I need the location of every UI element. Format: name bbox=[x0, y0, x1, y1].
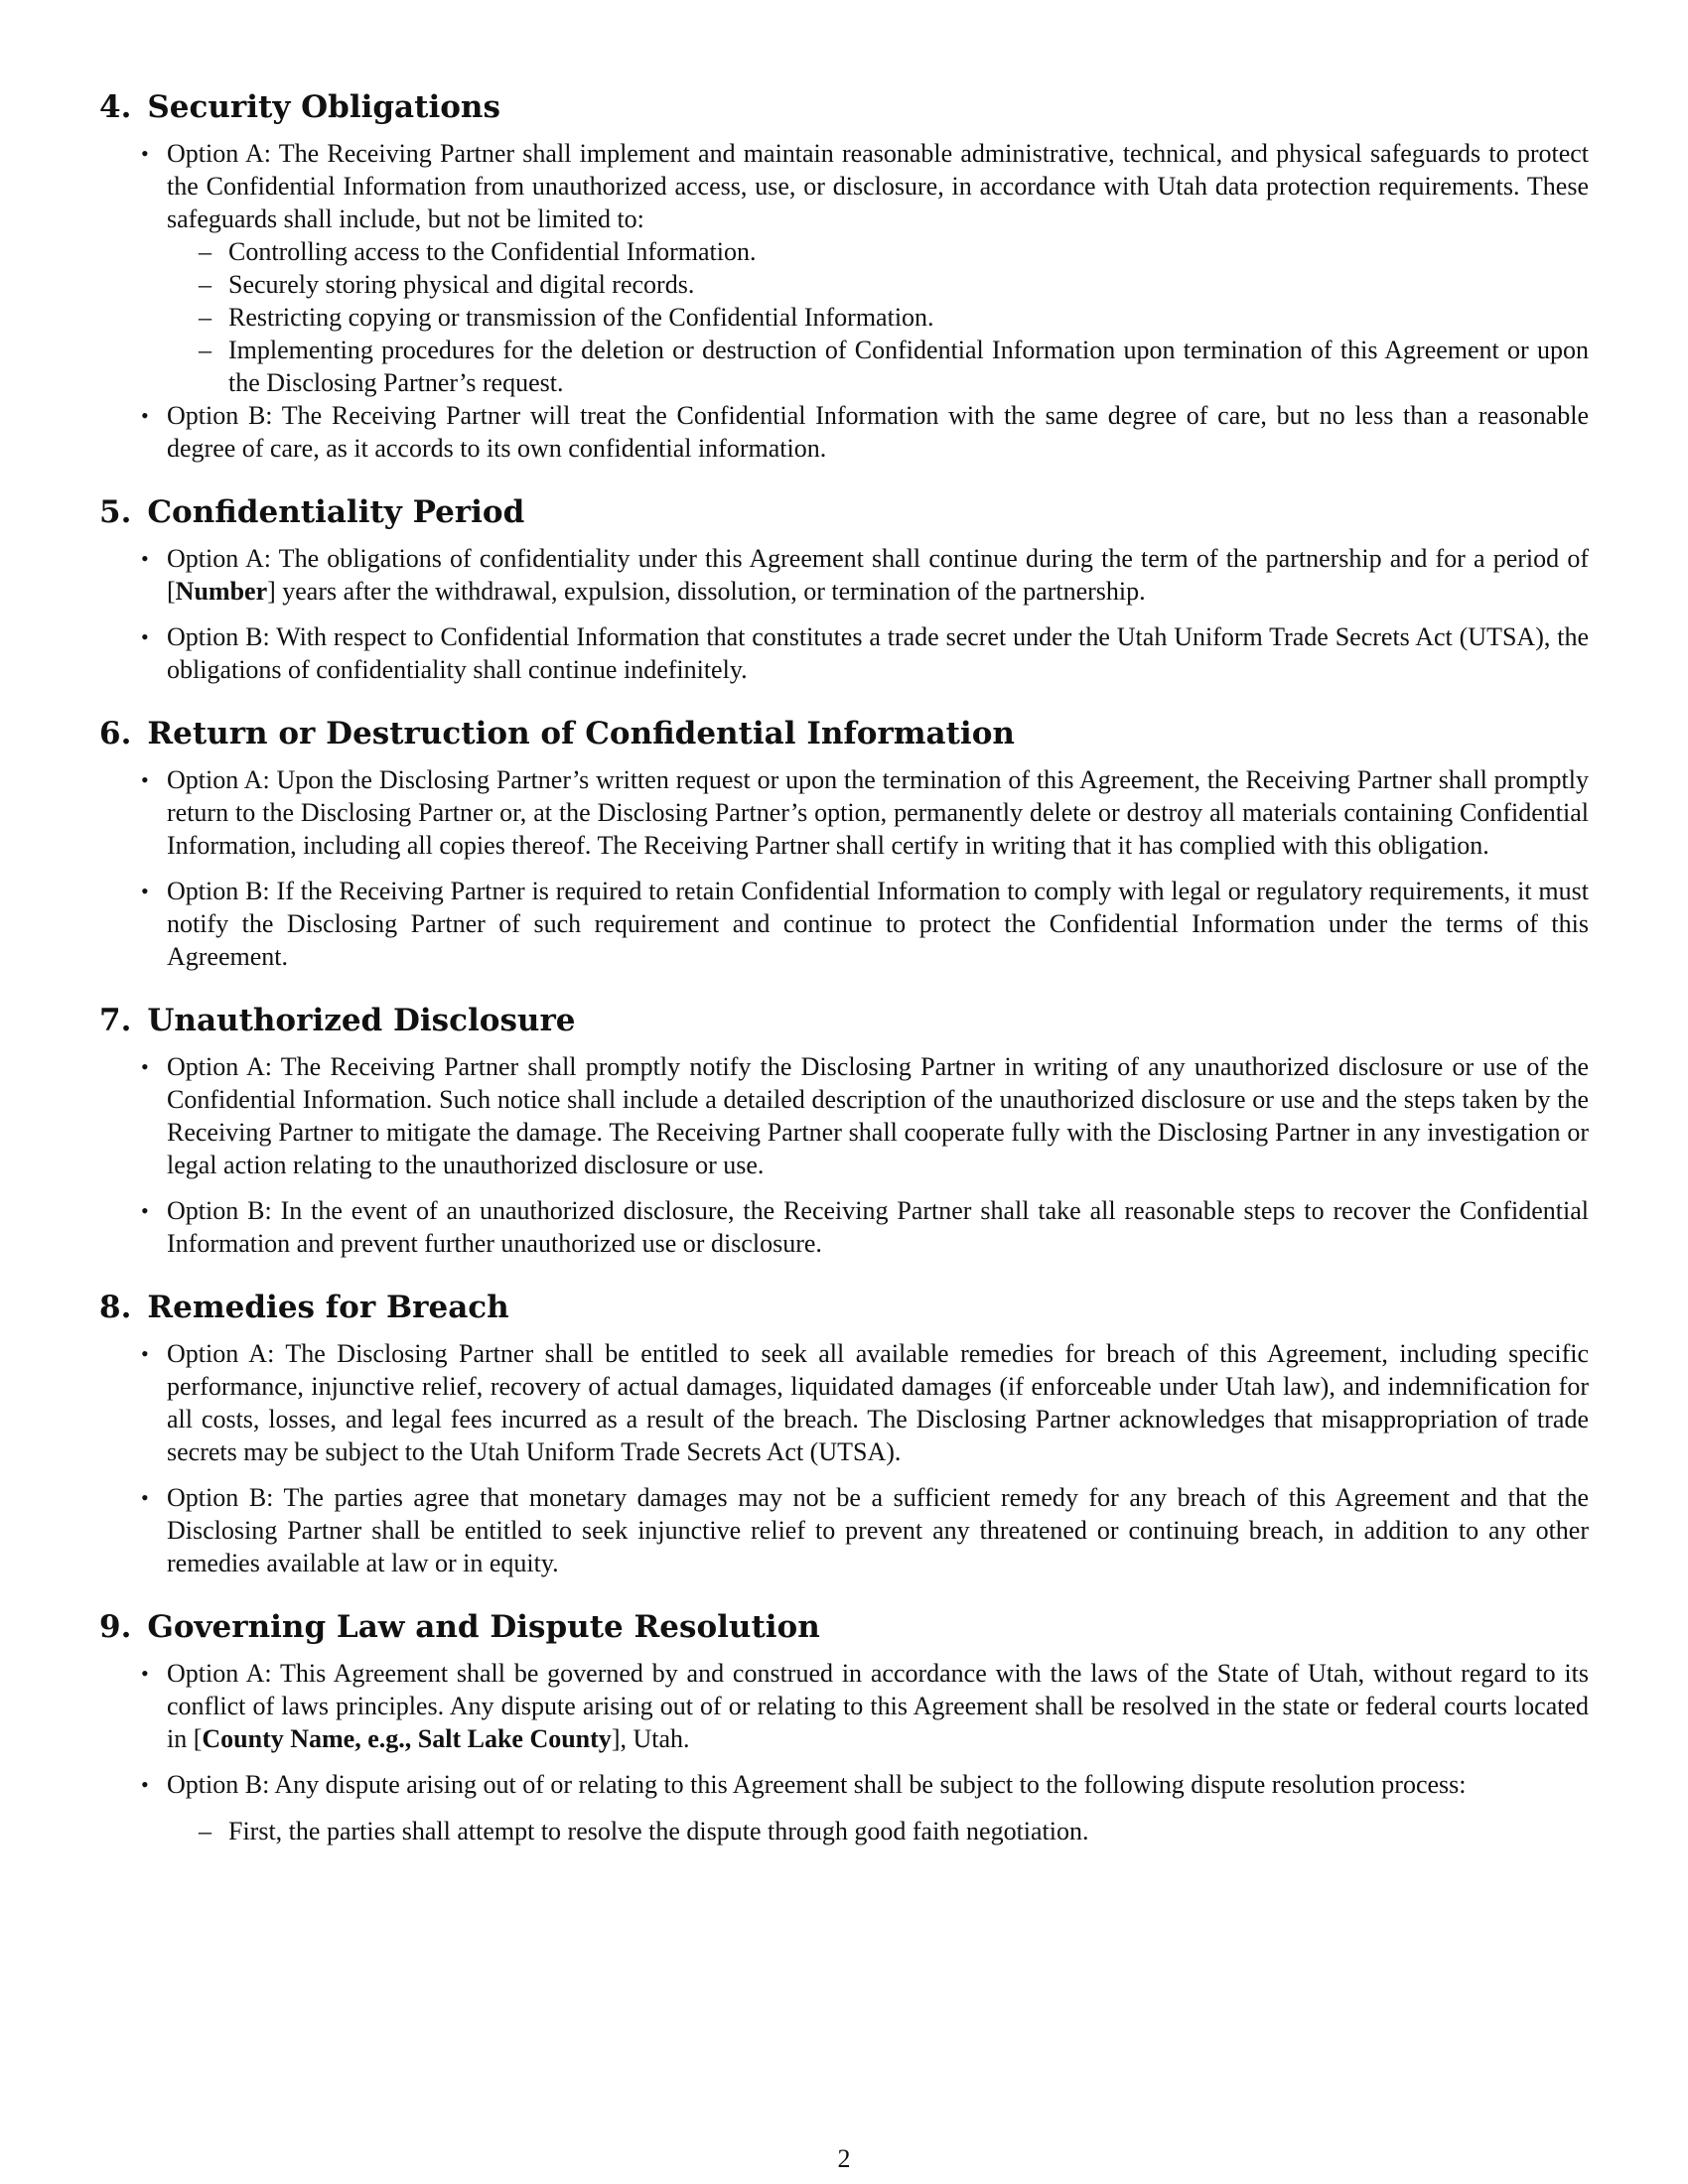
section-heading bbox=[99, 1288, 1589, 1327]
list-item bbox=[99, 1481, 1589, 1579]
option-text-start: Option A: The obligations of confidentiality under this Agreement shall continue during the term of the partnership and for a period of [ bbox=[167, 544, 1589, 606]
bullet-icon: • bbox=[141, 546, 149, 571]
option-text: Option B: In the event of an unauthorized disclosure, the Receiving Partner shall take all reasonable steps to recover the Confidential Information and prevent further unauthorized use or disclosure. bbox=[167, 1196, 1589, 1258]
list-item bbox=[99, 1657, 1589, 1755]
section-heading bbox=[99, 87, 1589, 127]
bullet-icon: • bbox=[141, 1772, 149, 1797]
section-number: 6. bbox=[99, 716, 132, 751]
section-title: Governing Law and Dispute Resolution bbox=[147, 1609, 820, 1645]
options-list bbox=[99, 1657, 1589, 1847]
sub-item-text: Restricting copying or transmission of the Confidential Information. bbox=[228, 303, 934, 332]
bullet-icon: • bbox=[141, 1485, 149, 1510]
sub-item-text: Controlling access to the Confidential Information. bbox=[228, 237, 757, 266]
section-governing-law bbox=[99, 1607, 1589, 1847]
bullet-icon: • bbox=[141, 1054, 149, 1079]
sub-list-item bbox=[167, 1815, 1589, 1847]
list-item bbox=[99, 1194, 1589, 1260]
section-title: Confidentiality Period bbox=[147, 494, 525, 530]
section-confidentiality-period bbox=[99, 492, 1589, 686]
section-remedies-for-breach bbox=[99, 1288, 1589, 1579]
dash-icon: – bbox=[199, 1817, 211, 1845]
bullet-icon: • bbox=[141, 1198, 149, 1223]
option-text-start: Option A: This Agreement shall be governed by and construed in accordance with the laws of the State of Utah, without regard to its conflict of laws principles. Any dispute arising out of or relating to this Agreement shall be resolved in the state or federal courts located in [ bbox=[167, 1659, 1589, 1753]
options-list bbox=[99, 1337, 1589, 1579]
list-item bbox=[99, 1768, 1589, 1847]
section-return-or-destruction bbox=[99, 714, 1589, 973]
list-item bbox=[99, 542, 1589, 608]
placeholder-county-name: County Name, e.g., Salt Lake County bbox=[202, 1724, 612, 1753]
section-number: 9. bbox=[99, 1609, 132, 1645]
list-item bbox=[99, 137, 1589, 399]
section-heading bbox=[99, 1001, 1589, 1040]
list-item bbox=[99, 875, 1589, 973]
options-list bbox=[99, 137, 1589, 465]
section-title: Remedies for Breach bbox=[147, 1290, 509, 1325]
dash-icon: – bbox=[199, 336, 211, 364]
sub-list-item bbox=[167, 334, 1589, 399]
list-item bbox=[99, 399, 1589, 465]
document-page bbox=[99, 87, 1589, 1875]
dash-icon: – bbox=[199, 303, 211, 332]
options-list bbox=[99, 763, 1589, 973]
section-number: 8. bbox=[99, 1290, 132, 1325]
section-number: 7. bbox=[99, 1003, 132, 1038]
bullet-icon: • bbox=[141, 879, 149, 903]
option-text: Option A: Upon the Disclosing Partner’s written request or upon the termination of this Agreement, the Receiving Partner shall promptly return to the Disclosing Partner or, at the Disclosing Partner’s option, permanently delete or destroy all materials containing Confidential Information, including all copies thereof. The Receiving Partner shall certify in writing that it has complied with this obligation. bbox=[167, 765, 1589, 860]
sub-list-item bbox=[167, 235, 1589, 268]
option-text: Option A: The Disclosing Partner shall be entitled to seek all available remedies for breach of this Agreement, including specific performance, injunctive relief, recovery of actual damages, liquidated damages (if enforceable under Utah law), and indemnification for all costs, losses, and legal fees incurred as a result of the breach. The Disclosing Partner acknowledges that misappropriation of trade secrets may be subject to the Utah Uniform Trade Secrets Act (UTSA). bbox=[167, 1339, 1589, 1466]
placeholder-number: Number bbox=[175, 577, 268, 606]
sub-list bbox=[167, 1815, 1589, 1847]
section-heading bbox=[99, 492, 1589, 532]
section-number: 5. bbox=[99, 494, 132, 530]
sub-list-item bbox=[167, 268, 1589, 301]
bullet-icon: • bbox=[141, 1661, 149, 1686]
list-item bbox=[99, 620, 1589, 686]
section-heading bbox=[99, 1607, 1589, 1647]
options-list bbox=[99, 1050, 1589, 1260]
bullet-icon: • bbox=[141, 624, 149, 649]
bullet-icon: • bbox=[141, 767, 149, 792]
dash-icon: – bbox=[199, 270, 211, 299]
section-security-obligations bbox=[99, 87, 1589, 465]
section-title: Return or Destruction of Confidential Information bbox=[147, 716, 1015, 751]
list-item bbox=[99, 1050, 1589, 1181]
sub-list-item bbox=[167, 301, 1589, 334]
sub-item-text: Implementing procedures for the deletion or destruction of Confidential Information upon termination of this Agreement or upon the Disclosing Partner’s request. bbox=[228, 336, 1589, 397]
page-number: 2 bbox=[837, 2144, 851, 2173]
section-heading bbox=[99, 714, 1589, 753]
options-list bbox=[99, 542, 1589, 686]
list-item bbox=[99, 763, 1589, 862]
list-item bbox=[99, 1337, 1589, 1468]
bullet-icon: • bbox=[141, 403, 149, 428]
sub-item-text: Securely storing physical and digital records. bbox=[228, 270, 695, 299]
option-text-end: ] years after the withdrawal, expulsion, dissolution, or termination of the partnership. bbox=[267, 577, 1146, 606]
option-text: Option B: With respect to Confidential Information that constitutes a trade secret under the Utah Uniform Trade Secrets Act (UTSA), the obligations of confidentiality shall continue indefinitely. bbox=[167, 622, 1589, 684]
option-text-end: ], Utah. bbox=[611, 1724, 690, 1753]
option-text: Option B: Any dispute arising out of or relating to this Agreement shall be subject to the following dispute resolution process: bbox=[167, 1770, 1467, 1799]
bullet-icon: • bbox=[141, 141, 149, 166]
section-title: Security Obligations bbox=[147, 89, 500, 125]
section-number: 4. bbox=[99, 89, 132, 125]
option-text: Option B: The parties agree that monetary damages may not be a sufficient remedy for any breach of this Agreement and that the Disclosing Partner shall be entitled to seek injunctive relief to prevent any threatened or continuing breach, in addition to any other remedies available at law or in equity. bbox=[167, 1483, 1589, 1577]
section-unauthorized-disclosure bbox=[99, 1001, 1589, 1260]
option-text: Option B: If the Receiving Partner is required to retain Confidential Information to comply with legal or regulatory requirements, it must notify the Disclosing Partner of such requirement and continue to protect the Confidential Information under the terms of this Agreement. bbox=[167, 877, 1589, 971]
option-text: Option A: The Receiving Partner shall implement and maintain reasonable administrative, technical, and physical safeguards to protect the Confidential Information from unauthorized access, use, or disclosure, in accordance with Utah data protection requirements. These safeguards shall include, but not be limited to: bbox=[167, 139, 1589, 233]
option-text: Option B: The Receiving Partner will treat the Confidential Information with the same degree of care, but no less than a reasonable degree of care, as it accords to its own confidential information. bbox=[167, 401, 1589, 463]
sub-list bbox=[167, 235, 1589, 399]
section-title: Unauthorized Disclosure bbox=[147, 1003, 576, 1038]
sub-item-text: First, the parties shall attempt to resolve the dispute through good faith negotiation. bbox=[228, 1817, 1089, 1845]
option-text: Option A: The Receiving Partner shall promptly notify the Disclosing Partner in writing of any unauthorized disclosure or use of the Confidential Information. Such notice shall include a detailed description of the unauthorized disclosure or use and the steps taken by the Receiving Partner to mitigate the damage. The Receiving Partner shall cooperate fully with the Disclosing Partner in any investigation or legal action relating to the unauthorized disclosure or use. bbox=[167, 1052, 1589, 1179]
bullet-icon: • bbox=[141, 1341, 149, 1366]
dash-icon: – bbox=[199, 237, 211, 266]
